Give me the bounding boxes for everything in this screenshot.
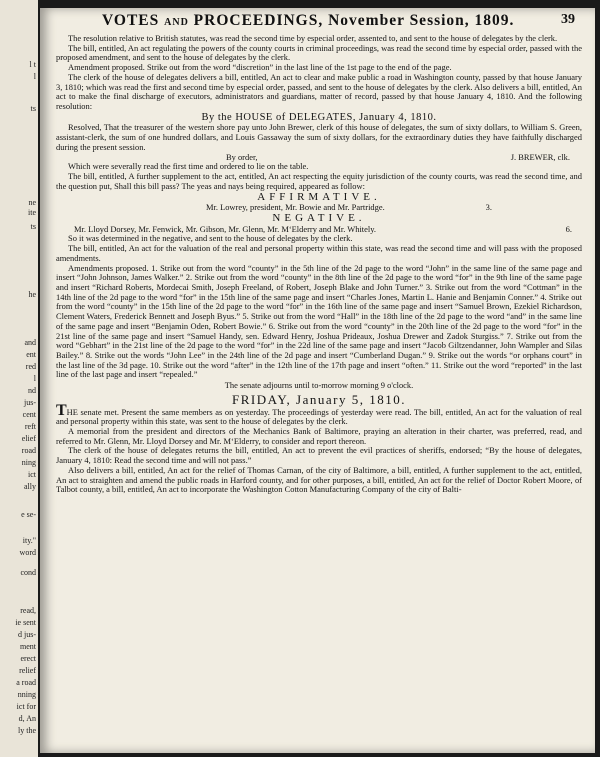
paragraph <box>56 401 582 427</box>
title-right: PROCEEDINGS, November Session, 1809. <box>193 12 515 29</box>
margin-fragment: d jus- <box>18 630 36 639</box>
title-left: VOTES <box>102 12 160 29</box>
paragraph: The bill, entitled, An act regulating the powers of the county courts in criminal proceedings, was read the second time by especial order, passed with the proposed amendment, and sent to the house of delegates by the clerk. <box>56 42 582 63</box>
paragraph-text: HE senate met. Present the same members as on yesterday. The proceedings of yesterday were read. The bill, entitled, An act for the valuation of real and personal property within this state, was sent to the house of delegates by the clerk. <box>56 406 582 427</box>
paragraph: The clerk of the house of delegates delivers a bill, entitled, An act to clear and make public a road in Washington county, passed by that house January 3, 1810; which was read the first and second time by especial order, passed, and sent to the house of delegates by the clerk. Also delivers a bill, entitled, An act to make the final discharge of executors, administrators and guardians, matter of record, passed by that house January 4, 1810. And the following resolution: <box>56 71 582 112</box>
margin-fragment: cond <box>20 568 36 577</box>
margin-fragment: erect <box>20 654 36 663</box>
margin-fragment: relief <box>19 666 36 675</box>
margin-fragment: red <box>25 362 36 371</box>
facing-page-margin <box>0 0 38 757</box>
margin-fragment: ie sent <box>15 618 36 627</box>
margin-fragment: road <box>21 446 36 455</box>
running-head <box>102 12 514 30</box>
negative-names: Mr. Lloyd Dorsey, Mr. Fenwick, Mr. Gibson, Mr. Glenn, Mr. M‘Elderry and Mr. Whitely. <box>74 223 377 234</box>
resolution: Resolved, That the treasurer of the western shore pay unto John Brewer, clerk of this house of delegates, the sum of sixty dollars, to William S. Green, assistant-clerk, the sum of one hundred dollars, and Louis Gassaway the sum of sixty dollars, for the extraordinary duties they have faithfully discharged during the present session. <box>56 122 582 152</box>
affirmative-names: Mr. Lowrey, president, Mr. Bowie and Mr. Partridge. <box>206 202 385 213</box>
margin-fragment: e se- <box>21 510 36 519</box>
margin-fragment: l t <box>29 60 36 69</box>
adjournment: The senate adjourns until to-morrow morning 9 o'clock. <box>224 380 414 391</box>
affirmative-heading: AFFIRMATIVE. <box>257 190 381 203</box>
margin-fragment: ts <box>30 104 36 113</box>
margin-fragment: reft <box>24 422 36 431</box>
drop-cap: T <box>56 401 67 419</box>
document-page <box>40 8 595 753</box>
margin-fragment: l <box>33 72 36 81</box>
negative-count: 6. <box>565 223 572 234</box>
title-and: AND <box>164 17 189 28</box>
margin-fragment: and <box>24 338 36 347</box>
paragraph: Also delivers a bill, entitled, An act for the relief of Thomas Carnan, of the city of Baltimore, a bill, entitled, A further supplement to the act, entitled, An act to straighten and amend the public roads in Harford county, and for other purposes, a bill, entitled, An act for the relief of Doctor Robert Moore, of Talbot county, a bill, entitled, An act to incorporate the Washington Cotton Manufacturing Company of the city of Balti- <box>56 464 582 495</box>
margin-fragment: ity." <box>22 536 36 545</box>
margin-fragment: cent <box>22 410 36 419</box>
margin-fragment: nd <box>28 386 36 395</box>
paragraph: The bill, entitled, A further supplement to the act, entitled, An act respecting the equity jurisdiction of the county courts, was read the second time, and the question put, Shall this bill pass? The yeas and nays being required, appeared as follow: <box>56 171 582 191</box>
paragraph: The clerk of the house of delegates returns the bill, entitled, An act to prevent the evil practices of sheriffs, endorsed; “By the house of delegates, January 4, 1810: Read the second time and will not pass.” <box>56 445 582 466</box>
page-body <box>56 34 582 495</box>
margin-fragment: word <box>19 548 36 557</box>
paragraph: The resolution relative to British statutes, was read the second time by especial order, assented to, and sent to the house of delegates by the clerk. <box>68 33 558 43</box>
margin-fragment: ment <box>20 642 36 651</box>
margin-fragment: he <box>28 290 36 299</box>
margin-fragment: jus- <box>24 398 36 407</box>
margin-fragment: ts <box>30 222 36 231</box>
margin-fragment: ict <box>28 470 36 479</box>
margin-fragment: ent <box>26 350 36 359</box>
margin-fragment: read, <box>20 606 36 615</box>
day-heading: FRIDAY, January 5, 1810. <box>232 391 406 407</box>
margin-fragment: ning <box>21 458 36 467</box>
paragraph: Amendment proposed. Strike out from the word “discretion” in the last line of the 1st page to the end of the page. <box>68 62 452 73</box>
margin-fragment: l <box>33 374 36 383</box>
affirmative-count: 3. <box>485 202 492 213</box>
margin-fragment: ne <box>28 198 36 207</box>
paragraph: The bill, entitled, An act for the valuation of the real and personal property within this state, was read the second time and will pass with the proposed amendments. <box>56 243 582 263</box>
page-header <box>40 8 595 34</box>
margin-fragment: ally <box>24 482 36 491</box>
margin-fragment: a road <box>16 678 36 687</box>
margin-fragment: ly the <box>18 726 36 735</box>
margin-fragment: nning <box>17 690 36 699</box>
margin-fragment: elief <box>21 434 36 443</box>
house-heading: By the HOUSE of DELEGATES, January 4, 1810. <box>201 111 437 123</box>
margin-fragment: ite <box>28 208 36 217</box>
margin-fragment: d, An <box>18 714 36 723</box>
paragraph: Which were severally read the first time and ordered to lie on the table. <box>68 161 309 172</box>
page-number: 39 <box>561 12 575 27</box>
clerk-signature: J. BREWER, clk. <box>510 151 570 162</box>
by-order: By order, <box>226 151 258 162</box>
margin-fragment: ict for <box>16 702 36 711</box>
paragraph: So it was determined in the negative, and sent to the house of delegates by the clerk. <box>68 233 353 244</box>
amendments: Amendments proposed. 1. Strike out from the word “county” in the 5th line of the 2d page to the word “John” in the same line of the same page and insert “John Johnson, James Walker.” 2. Strike out from the word “county” in the 8th line of the 2d page to the word “for” in the 9th line of the same page and insert “Richard Roberts, Mordecai Smith, Joseph Freeland, of Robert, Joseph Blake and John Turner.” 3. Strike out from the word “Cottman” in the 14th line of the 2d page to the word “for” in the 15th line of the same page and insert “Charles Jones, Martin L. Hanie and Benjamin Conner.” 4. Strike out from the word “county” in the 15th line of the 2d page to the word “for” in the 16th line of the same page and insert “Samuel Brown, Ezekiel Richardson, Clement Waters, Frederick Bennett and Joseph Byus.” 5. Strike out from the word “Hall” in the 18th line of the 2d page to the word “and” in the same line of the same page and insert “Benjamin Oden, Robert Bowie.” 6. Strike out from the word “county” in the 20th line of the 2d page to the word “for” in the 21st line of the same page and insert “Samuel Handy, sen. Edward Henry, Joshua Prideaux, Joshua Drewer and Zadok Sturgiss.” 7. Strike out from the word “Gebhart” in the 21st line of the 2d page to the word “for” in the 22d line of the same page and insert “Jacob Giltzendanner, John Wampler and Silas Bailey.” 8. Strike out the words “John Lee” in the 24th line of the 2d page and insert “Cumberland Dugan.” 9. Strike out the words “or orphans court” in the last line of the 3d page. 10. Strike out the word “after” in the 12th line of the 17th page and insert “often.” 11. Strike out the word “reported” in the last line of the last page and insert “repealed.” <box>56 262 582 380</box>
paragraph: A memorial from the president and directors of the Mechanics Bank of Baltimore, praying an alteration in their charter, was preferred, read, and referred to Mr. Glenn, Mr. Lloyd Dorsey and Mr. M‘Elderry, to consider and report thereon. <box>56 426 582 446</box>
negative-heading: NEGATIVE. <box>272 211 366 224</box>
